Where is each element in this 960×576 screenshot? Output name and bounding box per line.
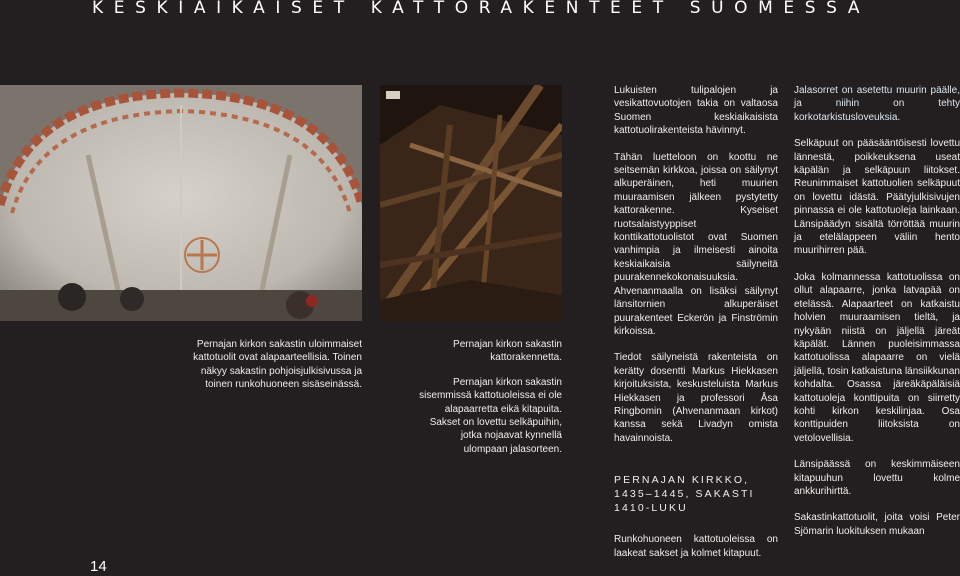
paragraph: Runkohuoneen kattotuoleissa on laakeat sakset ja kolmet kitapuut.	[614, 534, 778, 559]
paragraph: Lukuisten tulipalojen ja vesikattovuotojen takia on valtaosa Suomen keskiaikaisista kattotuolirakenteista hävinnyt.	[614, 85, 778, 137]
caption-text-a: Pernajan kirkon sakastin kattorakennetta.	[453, 339, 562, 364]
subheading-line: PERNAJAN KIRKKO,	[614, 474, 750, 487]
paragraph: Sakastinkattotuolit, joita voisi Peter Sjömarin luokituksen mukaan	[794, 512, 960, 537]
section-subheading	[614, 473, 778, 515]
paragraph: Tiedot säilyneistä rakenteista on kerätty dosentti Markus Hiekkasen kirjoituksista, keskusteluista Markus Hiekkasen ja professori Åsa Ringbomin (Ahvenanmaan kirkot) kanssa sekä Livadyn omista havainnoista.	[614, 352, 778, 444]
photo2-caption	[418, 338, 562, 456]
text-column-3	[614, 84, 778, 573]
page-header-title: KESKIAIKAISET KATTORAKENTEET SUOMESSA	[92, 0, 871, 18]
page-number: 14	[90, 558, 107, 575]
caption-text: Pernajan kirkon sakastin uloimmaiset kattotuolit ovat alapaarteellisia. Toinen näkyy sakastin pohjoisjulkisivussa ja toinen runkohuoneen sisäseinässä.	[193, 339, 362, 391]
roof-truss-photo	[380, 85, 562, 321]
paragraph: Länsipäässä on keskimmäiseen kitapuuhun lovettu kolme ankkurihirttä.	[794, 459, 960, 497]
text-column-4	[794, 84, 960, 551]
paragraph: Joka kolmannessa kattotuolissa on ollut alapaarre, jonka latvapää on etelässä. Alapaarteet on katkaistu holvien muuraamisen tieltä, ja nykyään niistä on jäljellä järeät käpälät. Lännen puoleisimmassa kattotuolissa alapaarre on vielä jäljellä, tosin katkaistuna länsiikkunan kohdalta. Osassa järeäkäpäläisiä kattotuoleja konttipuita on siirretty kohti kirkon keskilinjaa. Osa konttipuiden liitoksista on vetolovellisia.	[794, 271, 960, 444]
caption-text-b: Pernajan kirkon sakastin sisemmissä kattotuoleissa ei ole alapaarretta eikä kitapuita. Sakset on lovettu selkäpuihin, jotka nojaavat kynnellä ulompaan jalasorteen.	[419, 376, 562, 455]
paragraph: Tähän luetteloon on koottu ne seitsemän kirkkoa, joissa on säilynyt alkuperäinen, heti muurien muuraamisen jälkeen pystytetty kattorakenne. Kyseiset ruotsalaistyyppiset konttikattotuolistot ovat Suomen vanhimpia ja ilmeisesti ainoita keskiaikaisia säilyneitä puurakennekokonaisuuksia. Ahvenanmaalla on lisäksi säilynyt länsitornien alkuperäiset puurakenteet Eckerön ja Finströmin kirkoissa.	[614, 151, 778, 337]
sacristy-vault-photo	[0, 85, 362, 321]
subheading-line: 1410-LUKU	[614, 502, 688, 515]
subheading-line: 1435–1445, SAKASTI	[614, 488, 755, 501]
paragraph: Jalasorret on asetettu muurin päälle, ja niihin on tehty korkotarkistusloveuksia.	[794, 85, 960, 123]
photo1-caption	[178, 338, 362, 392]
paragraph: Selkäpuut on pääsääntöisesti lovettu lännestä, poikkeuksena useat käpälän ja selkäpuun liitokset. Reunimmaiset kattotuolien selkäpuut on lovettu idästä. Päätyjulkisivujen pinnassa ei ole kattotuoleja lainkaan. Länsipäädyn sisältä törröttää muurin ja etelälappeen väliin hento muurihirren pää.	[794, 138, 960, 257]
